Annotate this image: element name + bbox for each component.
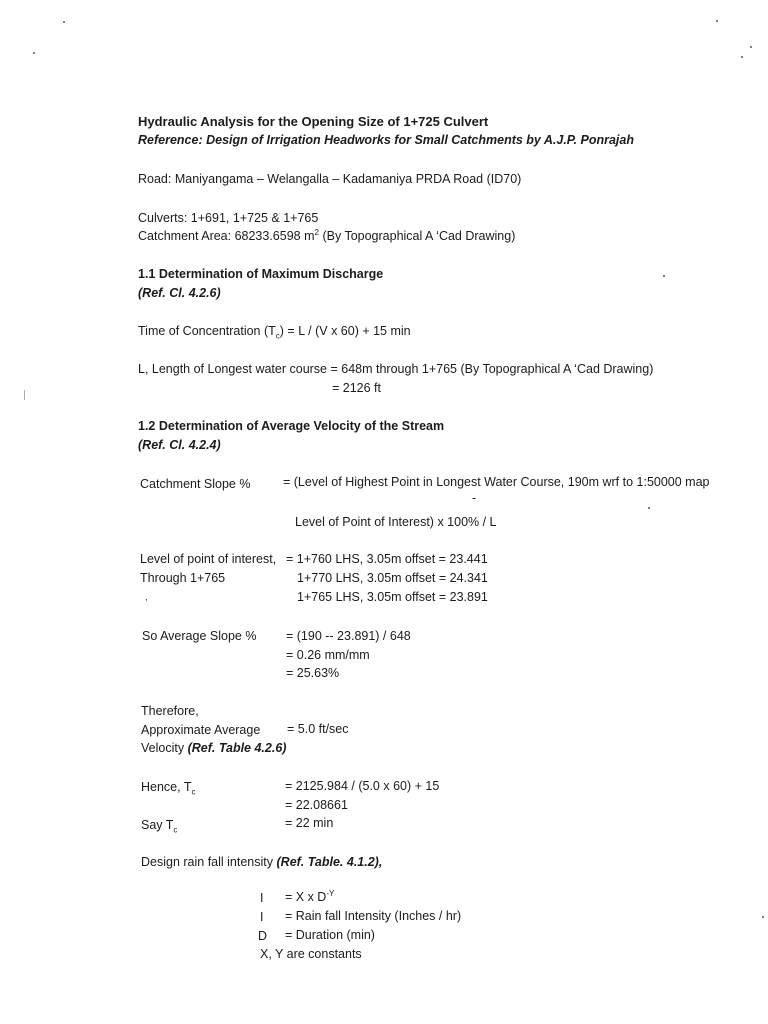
catchment-slope-dash: - (472, 491, 477, 505)
therefore-label: Therefore, (141, 704, 199, 718)
poi-label-2: Through 1+765 (140, 571, 226, 585)
length-line-2: = 2126 ft (332, 381, 381, 395)
length-line-1: L, Length of Longest water course = 648m through 1+765 (By Topographical A ‘Cad Drawing) (138, 362, 654, 376)
say-tc-label: Say $T_c$ (141, 818, 178, 835)
velocity-value: = 5.0 ft/sec (287, 722, 349, 736)
poi-label-1: Level of point of interest, (140, 552, 277, 566)
rainfall-def-symbol: I (260, 910, 264, 924)
hence-row: = 22.08661 (285, 798, 348, 812)
avg-slope-row: = 0.26 mm/mm (286, 648, 370, 662)
avg-slope-row: = 25.63% (286, 666, 340, 680)
rainfall-def-symbol: I (260, 891, 264, 905)
time-of-concentration: Time of Concentration $(T_c) = L / (V$ x 60) + 15 min (138, 324, 411, 341)
document-reference: Reference: Design of Irrigation Headworks for Small Catchments by A.J.P. Ponrajah (138, 133, 634, 147)
document-title: Hydraulic Analysis for the Opening Size of 1+725 Culvert (138, 114, 489, 129)
poi-row: 1+770 LHS, 3.05m offset = 24.341 (297, 571, 488, 585)
hence-label: Hence, $T_c$ (141, 780, 196, 797)
catchment-slope-line-1: = (Level of Highest Point in Longest Water Course, 190m wrf to 1:50000 map (283, 475, 710, 489)
avg-slope-row: = (190 -- 23.891) / 648 (286, 629, 411, 643)
rainfall-def-value: = Duration (min) (285, 928, 375, 942)
section-2-heading: 1.2 Determination of Average Velocity of the Stream (138, 419, 445, 433)
poi-row: 1+765 LHS, 3.05m offset = 23.891 (297, 590, 488, 604)
scan-speck (716, 20, 718, 22)
scan-speck (663, 275, 665, 277)
section-1-ref: (Ref. Cl. 4.2.6) (138, 286, 221, 300)
road-line: Road: Maniyangama – Welangalla – Kadamaniya PRDA Road (ID70) (138, 172, 522, 186)
scan-speck (648, 507, 650, 509)
catchment-area-line: Catchment Area: 68233.6598 $m^2$ (By Topographical A ‘Cad Drawing) (138, 227, 516, 243)
scan-speck (33, 52, 35, 54)
section-2-ref: (Ref. Cl. 4.2.4) (138, 438, 221, 452)
scan-speck (741, 56, 743, 58)
scan-mark: , (145, 592, 148, 602)
rainfall-def-value: = Rain fall Intensity (Inches / hr) (285, 909, 462, 923)
rainfall-constants: X, Y are constants (260, 947, 362, 961)
scan-speck (762, 916, 764, 918)
section-1-heading: 1.1 Determination of Maximum Discharge (138, 267, 384, 281)
scan-speck (63, 21, 65, 23)
scan-speck (750, 46, 752, 48)
velocity-label-2: Velocity (Ref. Table 4.2.6) (141, 741, 287, 755)
scan-speck (24, 390, 25, 400)
velocity-label: Approximate Average (141, 723, 261, 737)
avg-slope-label: So Average Slope % (142, 629, 257, 643)
say-tc-value: = 22 min (285, 816, 334, 830)
culverts-line: Culverts: 1+691, 1+725 & 1+765 (138, 211, 319, 225)
hence-row: = 2125.984 / (5.0 x 60) + 15 (285, 779, 440, 793)
catchment-slope-line-2: Level of Point of Interest) x 100% / L (295, 515, 497, 529)
catchment-slope-label: Catchment Slope % (140, 477, 251, 491)
rainfall-line: Design rain fall intensity (Ref. Table. 4.1.2), (141, 855, 383, 869)
poi-row: = 1+760 LHS, 3.05m offset = 23.441 (286, 552, 488, 566)
rainfall-def-symbol: D (258, 929, 268, 943)
rainfall-def-value: = X x $D^{-Y}$ (285, 888, 335, 904)
